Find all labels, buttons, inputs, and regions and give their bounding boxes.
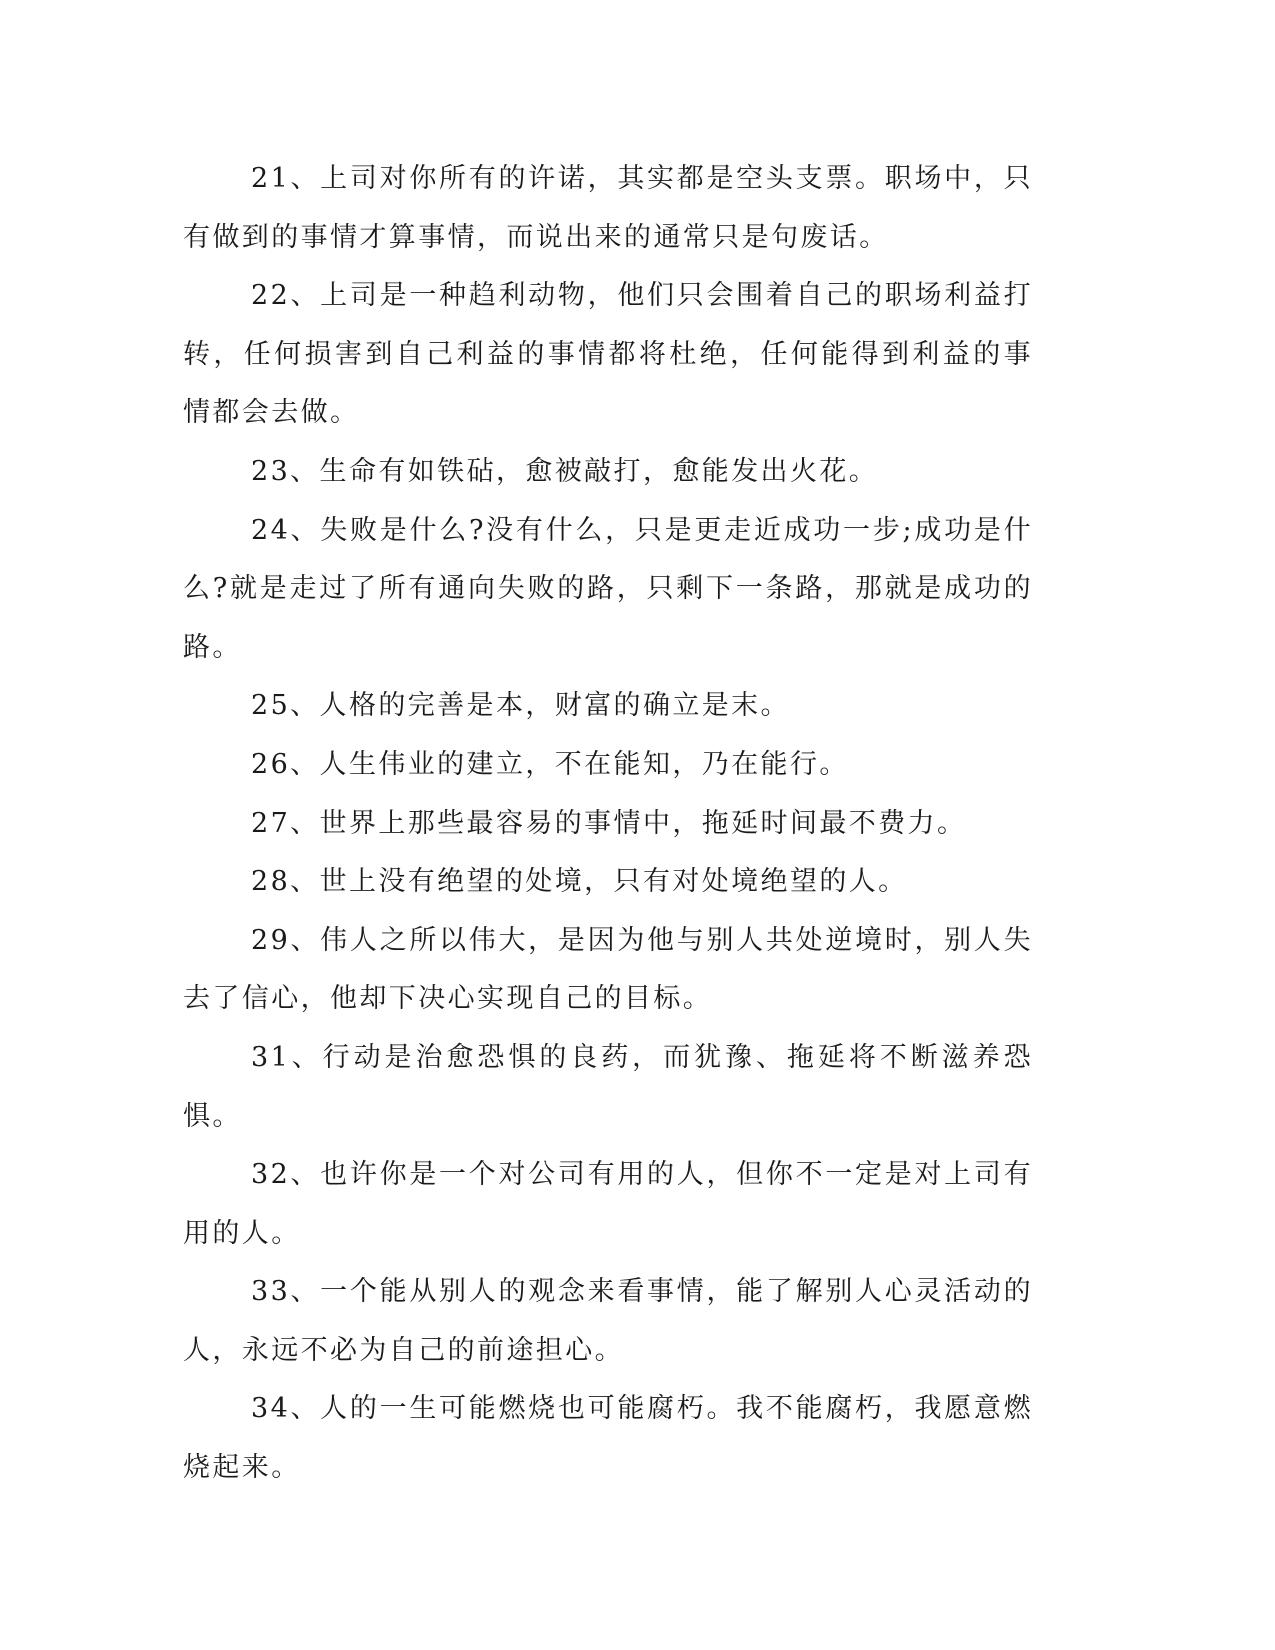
paragraph-34: 34、人的一生可能燃烧也可能腐朽。我不能腐朽，我愿意燃烧起来。 <box>183 1393 1033 1484</box>
paragraph-32: 32、也许你是一个对公司有用的人，但你不一定是对上司有用的人。 <box>183 1159 1033 1249</box>
paragraph-21: 21、上司对你所有的许诺，其实都是空头支票。职场中，只有做到的事情才算事情，而说出来的通常只是句废话。 <box>183 163 1033 253</box>
paragraph-22: 22、上司是一种趋利动物，他们只会围着自己的职场利益打转，任何损害到自己利益的事情都将杜绝，任何能得到利益的事情都会去做。 <box>183 280 1033 429</box>
paragraph-26: 26、人生伟业的建立，不在能知，乃在能行。 <box>251 748 849 780</box>
paragraph-33: 33、一个能从别人的观念来看事情，能了解别人心灵活动的人，永远不必为自己的前途担心。 <box>183 1276 1033 1366</box>
paragraph-27: 27、世界上那些最容易的事情中，拖延时间最不费力。 <box>251 807 967 839</box>
paragraph-31: 31、行动是治愈恐惧的良药，而犹豫、拖延将不断滋养恐惧。 <box>183 1041 1033 1132</box>
paragraph-24: 24、失败是什么?没有什么，只是更走近成功一步;成功是什么?就是走过了所有通向失败的路，只剩下一条路，那就是成功的路。 <box>183 514 1033 663</box>
paragraph-23: 23、生命有如铁砧，愈被敲打，愈能发出火花。 <box>251 455 879 487</box>
paragraph-29: 29、伟人之所以伟大，是因为他与别人共处逆境时，别人失去了信心，他却下决心实现自己的目标。 <box>183 924 1033 1015</box>
paragraph-28: 28、世上没有绝望的处境，只有对处境绝望的人。 <box>251 866 908 898</box>
document-body <box>183 150 1033 1498</box>
paragraph-25: 25、人格的完善是本，财富的确立是末。 <box>251 690 790 722</box>
